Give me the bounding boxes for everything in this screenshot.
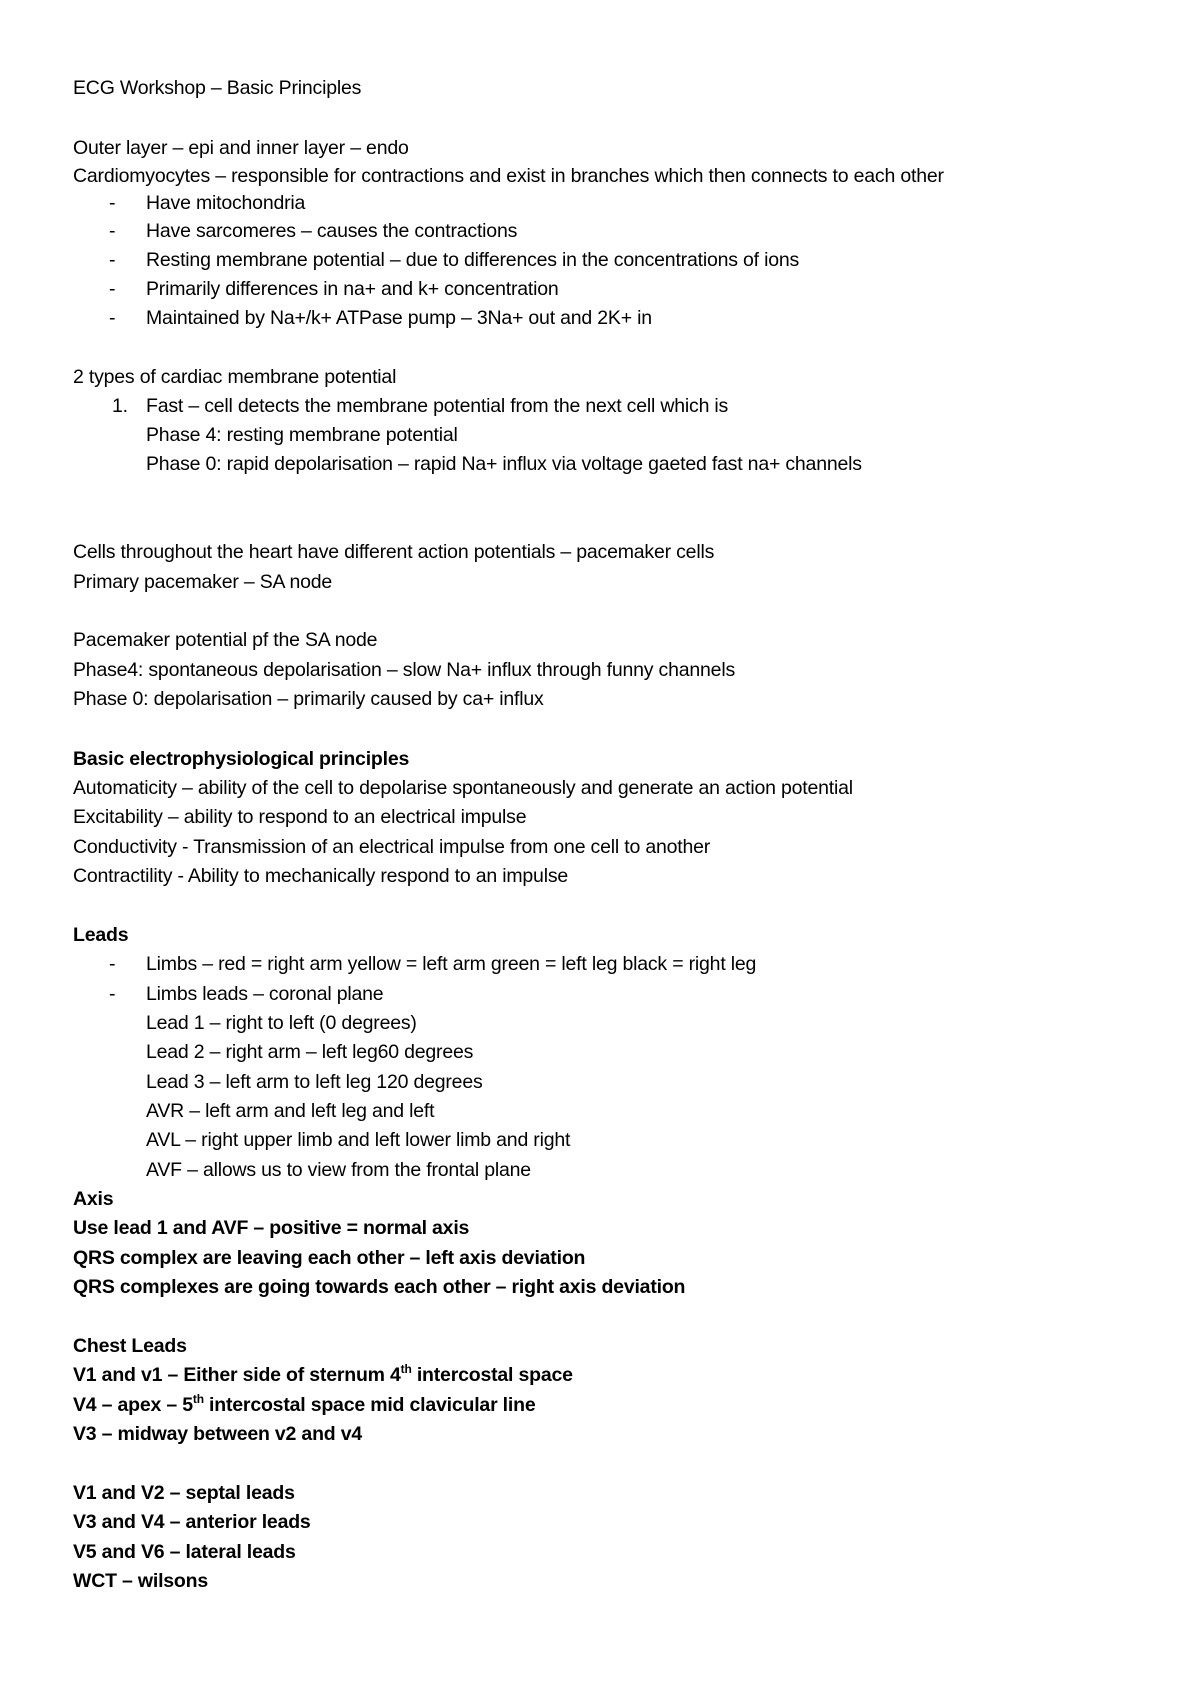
electro-heading: Basic electrophysiological principles bbox=[73, 748, 410, 770]
lead-line: AVF – allows us to view from the frontal plane bbox=[146, 1159, 531, 1181]
lead-group-line: V5 and V6 – lateral leads bbox=[73, 1541, 296, 1563]
list-item: Have sarcomeres – causes the contractions bbox=[146, 220, 518, 242]
pacemaker-phase4: Phase4: spontaneous depolarisation – slow Na+ influx through funny channels bbox=[73, 659, 735, 681]
bullet-marker: - bbox=[109, 249, 116, 271]
electro-line: Automaticity – ability of the cell to depolarise spontaneously and generate an action potential bbox=[73, 777, 853, 799]
lead-group-line: V1 and V2 – septal leads bbox=[73, 1482, 295, 1504]
list-item: Primarily differences in na+ and k+ concentration bbox=[146, 278, 559, 300]
fast-item: Fast – cell detects the membrane potential from the next cell which is bbox=[146, 395, 729, 417]
bullet-marker: - bbox=[109, 220, 116, 242]
ordinal-suffix: th bbox=[192, 1391, 204, 1406]
list-item: Resting membrane potential – due to differences in the concentrations of ions bbox=[146, 249, 800, 271]
ordinal-suffix: th bbox=[400, 1361, 412, 1376]
cardiomyocytes-line: Cardiomyocytes – responsible for contractions and exist in branches which then connects to each other bbox=[73, 165, 944, 187]
chest-v3-line: V3 – midway between v2 and v4 bbox=[73, 1423, 362, 1445]
limbs-colors-line: Limbs – red = right arm yellow = left arm green = left leg black = right leg bbox=[146, 953, 757, 975]
axis-line: QRS complexes are going towards each other – right axis deviation bbox=[73, 1276, 686, 1298]
list-item: Maintained by Na+/k+ ATPase pump – 3Na+ out and 2K+ in bbox=[146, 307, 652, 329]
bullet-marker: - bbox=[109, 278, 116, 300]
chest-v4-line bbox=[73, 1391, 536, 1416]
phase0-line: Phase 0: rapid depolarisation – rapid Na+ influx via voltage gaeted fast na+ channels bbox=[146, 453, 862, 475]
chest-v4-text: V4 – apex – 5 bbox=[73, 1394, 193, 1416]
phase4-line: Phase 4: resting membrane potential bbox=[146, 424, 458, 446]
chest-v1-text: V1 and v1 – Either side of sternum 4 bbox=[73, 1364, 401, 1386]
chest-v1-rest: intercostal space bbox=[411, 1364, 573, 1386]
layers-line: Outer layer – epi and inner layer – endo bbox=[73, 137, 409, 159]
bullet-marker: - bbox=[109, 307, 116, 329]
lead-group-line: V3 and V4 – anterior leads bbox=[73, 1511, 311, 1533]
leads-heading: Leads bbox=[73, 924, 129, 946]
lead-line: AVL – right upper limb and left lower limb and right bbox=[146, 1129, 571, 1151]
primary-pacemaker-line: Primary pacemaker – SA node bbox=[73, 571, 333, 593]
axis-line: Use lead 1 and AVF – positive = normal axis bbox=[73, 1217, 470, 1239]
membrane-heading: 2 types of cardiac membrane potential bbox=[73, 366, 397, 388]
chest-v4-rest: intercostal space mid clavicular line bbox=[203, 1394, 536, 1416]
lead-group-line: WCT – wilsons bbox=[73, 1570, 208, 1592]
lead-line: Lead 1 – right to left (0 degrees) bbox=[146, 1012, 417, 1034]
pacemaker-cells-line: Cells throughout the heart have different action potentials – pacemaker cells bbox=[73, 541, 715, 563]
electro-line: Conductivity - Transmission of an electrical impulse from one cell to another bbox=[73, 836, 711, 858]
axis-line: QRS complex are leaving each other – left axis deviation bbox=[73, 1247, 586, 1269]
lead-line: AVR – left arm and left leg and left bbox=[146, 1100, 435, 1122]
bullet-marker: - bbox=[109, 192, 116, 214]
chest-heading: Chest Leads bbox=[73, 1335, 187, 1357]
list-number: 1. bbox=[112, 395, 128, 417]
document-title: ECG Workshop – Basic Principles bbox=[73, 77, 362, 99]
pacemaker-phase0: Phase 0: depolarisation – primarily caused by ca+ influx bbox=[73, 688, 544, 710]
bullet-marker: - bbox=[109, 983, 116, 1005]
electro-line: Excitability – ability to respond to an electrical impulse bbox=[73, 806, 527, 828]
lead-line: Lead 3 – left arm to left leg 120 degrees bbox=[146, 1071, 483, 1093]
bullet-marker: - bbox=[109, 953, 116, 975]
limbs-leads-line: Limbs leads – coronal plane bbox=[146, 983, 384, 1005]
pacemaker-heading: Pacemaker potential pf the SA node bbox=[73, 629, 378, 651]
list-item: Have mitochondria bbox=[146, 192, 306, 214]
lead-line: Lead 2 – right arm – left leg60 degrees bbox=[146, 1041, 474, 1063]
electro-line: Contractility - Ability to mechanically respond to an impulse bbox=[73, 865, 569, 887]
axis-heading: Axis bbox=[73, 1188, 114, 1210]
chest-v1-line bbox=[73, 1361, 573, 1386]
